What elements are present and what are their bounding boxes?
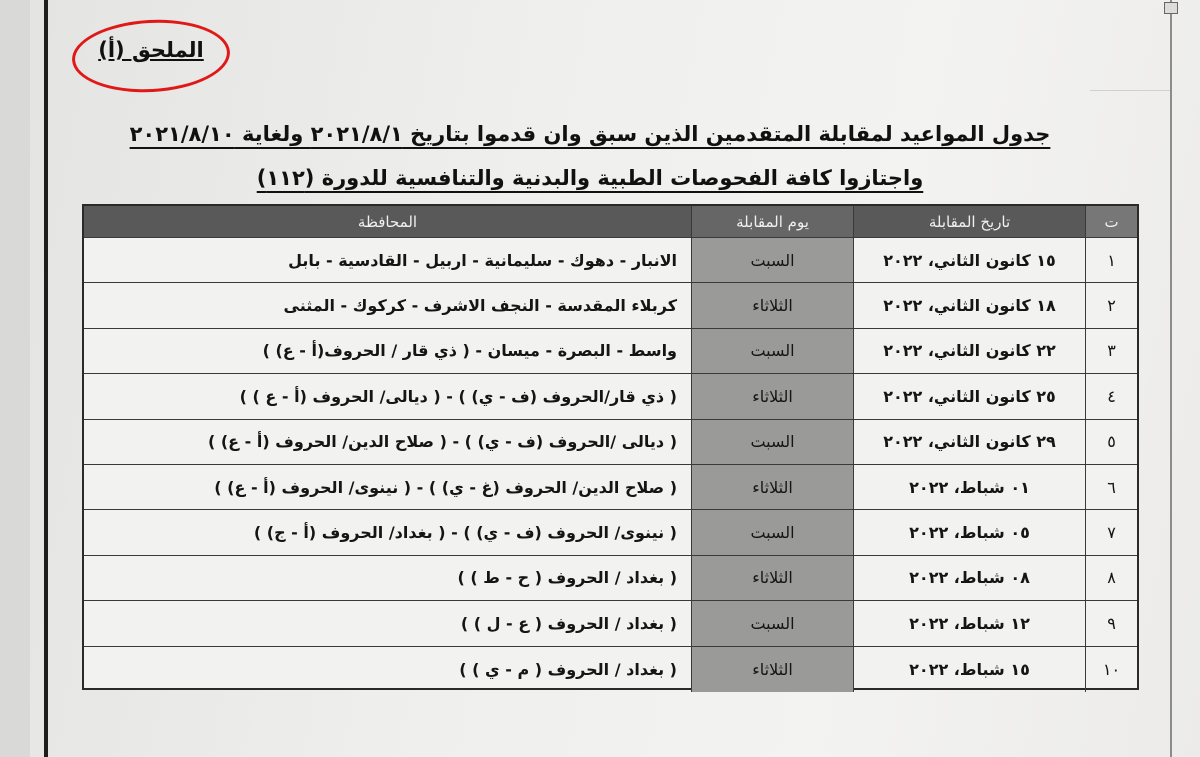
table-row (84, 238, 1137, 283)
title-line-1: جدول المواعيد لمقابلة المتقدمين الذين سبق وان قدموا بتاريخ ٢٠٢١/٨/١ ولغاية ٢٠٢١/٨/١٠ (129, 122, 1051, 146)
row-index: ٤ (1085, 374, 1137, 418)
row-day: السبت (691, 238, 853, 282)
row-governorate: الانبار - دهوك - سليمانية - اربيل - القادسية - بابل (288, 250, 677, 270)
row-day: الثلاثاء (691, 647, 853, 692)
row-day: الثلاثاء (691, 283, 853, 327)
row-day: الثلاثاء (691, 556, 853, 600)
table-row (84, 601, 1137, 646)
row-index: ١٠ (1085, 647, 1137, 692)
row-day: السبت (691, 329, 853, 373)
row-governorate: ( صلاح الدين/ الحروف (غ - ي) ) - ( نينوى/ الحروف (أ - ع) ) (214, 477, 677, 497)
annex-label-text: الملحق (أ) (98, 38, 204, 62)
row-date: ١٢ شباط، ٢٠٢٢ (853, 601, 1085, 645)
row-governorate: كربلاء المقدسة - النجف الاشرف - كركوك - المثنى (283, 296, 677, 316)
row-date: ٢٩ كانون الثاني، ٢٠٢٢ (853, 420, 1085, 464)
row-governorate: واسط - البصرة - ميسان - ( ذي قار / الحروف(أ - ع) ) (262, 341, 677, 361)
table-row (84, 647, 1137, 692)
title-line-2: واجتازوا كافة الفحوصات الطبية والبدنية والتنافسية للدورة (١١٢) (256, 166, 924, 190)
row-index: ٣ (1085, 329, 1137, 373)
row-date: ٠٨ شباط، ٢٠٢٢ (853, 556, 1085, 600)
row-day: السبت (691, 420, 853, 464)
row-day: السبت (691, 601, 853, 645)
row-date: ١٥ كانون الثاني، ٢٠٢٢ (853, 238, 1085, 282)
header-day: يوم المقابلة (691, 206, 853, 237)
row-index: ٧ (1085, 510, 1137, 554)
row-date: ٠١ شباط، ٢٠٢٢ (853, 465, 1085, 509)
annex-label (72, 20, 232, 94)
margin-rule (44, 0, 48, 757)
row-index: ٦ (1085, 465, 1137, 509)
row-date: ٠٥ شباط، ٢٠٢٢ (853, 510, 1085, 554)
row-day: الثلاثاء (691, 465, 853, 509)
schedule-table (82, 204, 1139, 690)
table-row (84, 420, 1137, 465)
row-governorate: ( ذي قار/الحروف (ف - ي) ) - ( ديالى/ الحروف (أ - ع ) ) (239, 386, 677, 406)
row-index: ٩ (1085, 601, 1137, 645)
table-row (84, 374, 1137, 419)
table-row (84, 556, 1137, 601)
corner-mark (1164, 2, 1178, 14)
row-date: ١٥ شباط، ٢٠٢٢ (853, 647, 1085, 692)
row-date: ٢٥ كانون الثاني، ٢٠٢٢ (853, 374, 1085, 418)
row-day: السبت (691, 510, 853, 554)
table-row (84, 329, 1137, 374)
row-index: ٢ (1085, 283, 1137, 327)
header-governorate: المحافظة (357, 212, 418, 231)
row-governorate: ( نينوى/ الحروف (ف - ي) ) - ( بغداد/ الحروف (أ - ج) ) (253, 523, 677, 543)
row-index: ٨ (1085, 556, 1137, 600)
table-header (84, 206, 1137, 238)
header-date: تاريخ المقابلة (853, 206, 1085, 237)
row-index: ٥ (1085, 420, 1137, 464)
row-governorate: ( ديالى /الحروف (ف - ي) ) - ( صلاح الدين/ الحروف (أ - ع) ) (207, 432, 677, 452)
table-row (84, 510, 1137, 555)
row-date: ٢٢ كانون الثاني، ٢٠٢٢ (853, 329, 1085, 373)
page-edge (1170, 0, 1172, 757)
row-date: ١٨ كانون الثاني، ٢٠٢٢ (853, 283, 1085, 327)
header-index: ت (1085, 206, 1137, 237)
row-day: الثلاثاء (691, 374, 853, 418)
table-row (84, 283, 1137, 328)
row-governorate: ( بغداد / الحروف ( ح - ط ) ) (457, 568, 677, 588)
faint-mark (1090, 90, 1170, 91)
row-governorate: ( بغداد / الحروف ( ع - ل ) ) (460, 613, 677, 633)
table-row (84, 465, 1137, 510)
row-governorate: ( بغداد / الحروف ( م - ي ) ) (459, 659, 677, 679)
row-index: ١ (1085, 238, 1137, 282)
